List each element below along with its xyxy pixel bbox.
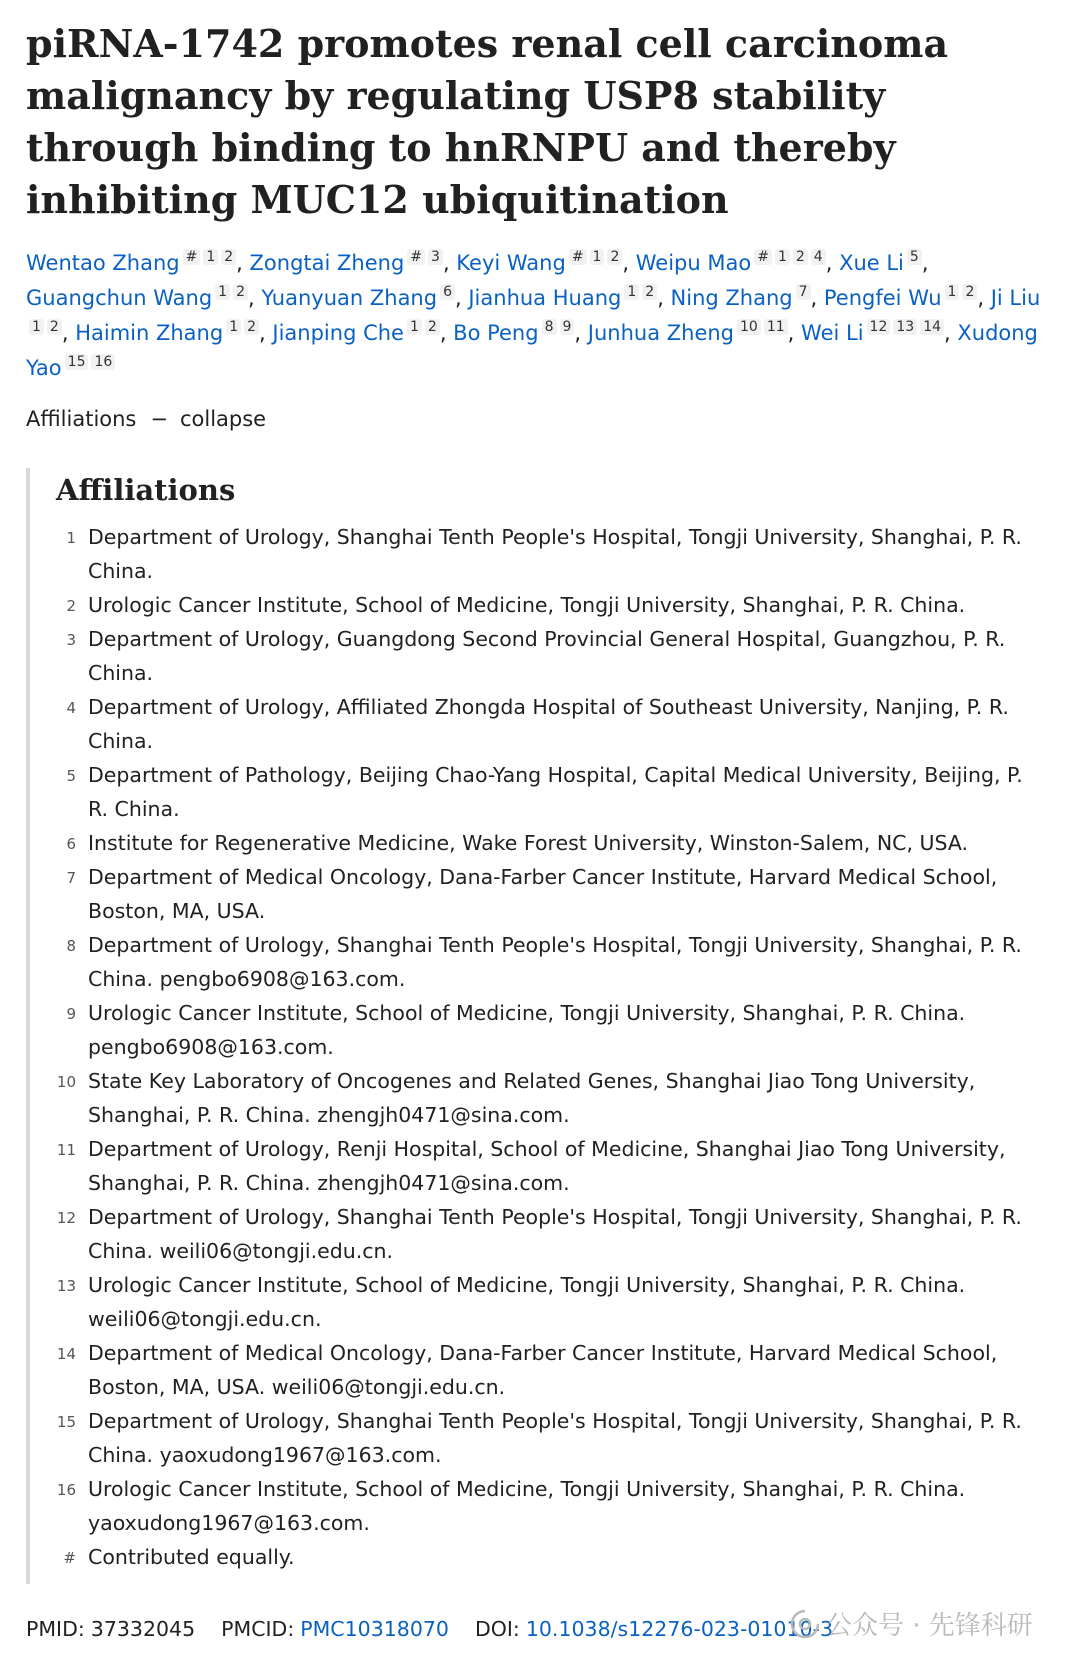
affiliation-text: Department of Urology, Shanghai Tenth People's Hospital, Tongji University, Shanghai, P. R. China. yaoxudong1967@163.com.: [88, 1409, 1022, 1467]
affiliation-item: [30, 860, 1040, 928]
affiliation-text: Department of Urology, Shanghai Tenth People's Hospital, Tongji University, Shanghai, P. R. China. weili06@tongji.edu.cn.: [88, 1205, 1022, 1263]
author-link[interactable]: Ning Zhang: [670, 286, 793, 310]
affiliation-number: 9: [66, 1005, 76, 1023]
affiliation-item: [30, 622, 1040, 690]
pmcid-label: PMCID:: [221, 1617, 295, 1641]
pmcid-link[interactable]: PMC10318070: [300, 1617, 449, 1641]
affiliation-ref-badge[interactable]: #: [183, 249, 201, 265]
affiliation-number: #: [63, 1549, 76, 1567]
affiliation-number: 15: [56, 1413, 76, 1431]
affiliation-ref-badge[interactable]: 1: [226, 319, 241, 335]
collapse-link[interactable]: collapse: [179, 407, 267, 431]
author-separator: ,: [236, 251, 250, 275]
affiliations-heading: Affiliations: [56, 473, 236, 507]
wechat-official-account-icon: [790, 1609, 820, 1639]
affiliation-number: 3: [66, 631, 76, 649]
affiliation-number: 7: [66, 869, 76, 887]
author-separator: ,: [657, 286, 671, 310]
affiliation-ref-badge[interactable]: 1: [624, 284, 639, 300]
affiliation-text: Institute for Regenerative Medicine, Wake Forest University, Winston-Salem, NC, USA.: [88, 831, 969, 855]
pmid-label: PMID:: [26, 1617, 85, 1641]
affiliation-ref-badge[interactable]: 2: [962, 284, 977, 300]
affiliation-ref-badge[interactable]: 2: [607, 249, 622, 265]
affiliation-ref-badge[interactable]: 7: [796, 284, 811, 300]
affiliation-ref-badge[interactable]: 9: [560, 319, 575, 335]
affiliation-ref-badge[interactable]: 1: [775, 249, 790, 265]
affiliation-item: [30, 1540, 1040, 1574]
affiliation-number: 11: [56, 1141, 76, 1159]
affiliation-number: 13: [56, 1277, 76, 1295]
author-separator: ,: [248, 286, 262, 310]
affiliation-ref-badge[interactable]: 8: [542, 319, 557, 335]
author-separator: ,: [622, 251, 636, 275]
author-link[interactable]: Keyi Wang: [456, 251, 566, 275]
affiliation-item: [30, 826, 1040, 860]
affiliations-panel: [26, 468, 1050, 1584]
affiliation-item: [30, 1472, 1040, 1540]
affiliation-ref-badge[interactable]: 12: [867, 319, 891, 335]
affiliation-item: [30, 1132, 1040, 1200]
author-separator: ,: [259, 321, 273, 345]
author-link[interactable]: Guangchun Wang: [26, 286, 213, 310]
author-separator: ,: [442, 251, 457, 275]
affiliation-number: 12: [56, 1209, 76, 1227]
affiliation-text: Department of Urology, Shanghai Tenth People's Hospital, Tongji University, Shanghai, P. R. China. pengbo6908@163.com.: [88, 933, 1022, 991]
affiliation-ref-badge[interactable]: 2: [47, 319, 62, 335]
affiliation-number: 6: [66, 835, 76, 853]
affiliation-item: [30, 928, 1040, 996]
affiliation-ref-badge[interactable]: 15: [65, 354, 89, 370]
affiliation-ref-badge[interactable]: 3: [428, 249, 443, 265]
author-link[interactable]: Xudong Yao: [26, 321, 1038, 380]
affiliation-text: Urologic Cancer Institute, School of Medicine, Tongji University, Shanghai, P. R. China.: [88, 593, 966, 617]
affiliation-ref-badge[interactable]: 1: [945, 284, 960, 300]
affiliation-ref-badge[interactable]: 2: [642, 284, 657, 300]
affiliation-ref-badge[interactable]: 1: [215, 284, 230, 300]
affiliation-text: Department of Urology, Shanghai Tenth People's Hospital, Tongji University, Shanghai, P. R. China.: [88, 525, 1022, 583]
author-link[interactable]: Bo Peng: [453, 321, 539, 345]
author-separator: ,: [61, 321, 76, 345]
affiliation-ref-badge[interactable]: 14: [920, 319, 944, 335]
affiliation-text: Department of Medical Oncology, Dana-Farber Cancer Institute, Harvard Medical School, Boston, MA, USA. weili06@tongji.edu.cn.: [88, 1341, 998, 1399]
author-separator: ,: [921, 251, 929, 275]
author-link[interactable]: Xue Li: [839, 251, 904, 275]
affiliation-ref-badge[interactable]: #: [569, 249, 587, 265]
author-link[interactable]: Yuanyuan Zhang: [261, 286, 438, 310]
affiliation-text: Urologic Cancer Institute, School of Medicine, Tongji University, Shanghai, P. R. China. pengbo6908@163.com.: [88, 1001, 966, 1059]
affiliation-text: Department of Urology, Renji Hospital, School of Medicine, Shanghai Jiao Tong University, Shanghai, P. R. China. zhengjh0471@sina.com.: [88, 1137, 1006, 1195]
affiliation-text: State Key Laboratory of Oncogenes and Related Genes, Shanghai Jiao Tong University, Shanghai, P. R. China. zhengjh0471@sina.com.: [88, 1069, 976, 1127]
affiliation-ref-badge[interactable]: 1: [203, 249, 218, 265]
affiliation-text: Department of Pathology, Beijing Chao-Yang Hospital, Capital Medical University, Beijing, P. R. China.: [88, 763, 1023, 821]
affiliation-ref-badge[interactable]: #: [407, 249, 425, 265]
article-title: piRNA-1742 promotes renal cell carcinoma malignancy by regulating USP8 stability through binding to hnRNPU and thereby inhibiting MUC12 ubiquitination: [26, 21, 949, 222]
author-link[interactable]: Pengfei Wu: [823, 286, 942, 310]
author-separator: ,: [787, 321, 802, 345]
author-link[interactable]: Junhua Zheng: [587, 321, 735, 345]
affiliation-ref-badge[interactable]: #: [754, 249, 772, 265]
affiliation-number: 10: [56, 1073, 76, 1091]
affiliation-number: 5: [66, 767, 76, 785]
affiliation-item: [30, 1064, 1040, 1132]
affiliation-item: [30, 588, 1040, 622]
affiliation-text: Urologic Cancer Institute, School of Medicine, Tongji University, Shanghai, P. R. China. yaoxudong1967@163.com.: [88, 1477, 966, 1535]
affiliation-ref-badge[interactable]: 5: [907, 249, 922, 265]
author-link[interactable]: Ji Liu: [990, 286, 1041, 310]
author-separator: ,: [455, 286, 469, 310]
affiliation-item: [30, 1268, 1040, 1336]
author-link[interactable]: Zongtai Zheng: [249, 251, 405, 275]
affiliation-text: Urologic Cancer Institute, School of Medicine, Tongji University, Shanghai, P. R. China. weili06@tongji.edu.cn.: [88, 1273, 966, 1331]
author-link[interactable]: Weipu Mao: [635, 251, 752, 275]
watermark-text: 公众号 · 先锋科研: [826, 1611, 1033, 1641]
affiliation-item: [30, 758, 1040, 826]
affiliation-text: Department of Urology, Guangdong Second Provincial General Hospital, Guangzhou, P. R. China.: [88, 627, 1006, 685]
affiliation-ref-badge[interactable]: 4: [811, 249, 826, 265]
pmid-value: 37332045: [90, 1617, 196, 1641]
affiliation-ref-badge[interactable]: 2: [221, 249, 236, 265]
article-identifiers: [26, 1614, 833, 1644]
author-separator: ,: [825, 251, 840, 275]
author-link[interactable]: Haimin Zhang: [75, 321, 224, 345]
affiliations-toggle[interactable]: [26, 405, 266, 433]
affiliation-number: 16: [56, 1481, 76, 1499]
affiliation-ref-badge[interactable]: 10: [737, 319, 761, 335]
affiliation-ref-badge[interactable]: 1: [590, 249, 605, 265]
affiliation-ref-badge[interactable]: 2: [793, 249, 808, 265]
author-separator: ,: [810, 286, 824, 310]
author-list: [26, 246, 1046, 386]
author-link[interactable]: Wei Li: [801, 321, 864, 345]
affiliation-number: 8: [66, 937, 76, 955]
affiliation-text: Department of Medical Oncology, Dana-Farber Cancer Institute, Harvard Medical School, Boston, MA, USA.: [88, 865, 998, 923]
doi-label: DOI:: [474, 1617, 520, 1641]
affiliation-number: 14: [56, 1345, 76, 1363]
affiliations-list: [30, 520, 1040, 1574]
affiliation-ref-badge[interactable]: 13: [893, 319, 917, 335]
affiliation-number: 4: [66, 699, 76, 717]
affiliation-ref-badge[interactable]: 1: [29, 319, 44, 335]
doi-link[interactable]: 10.1038/s12276-023-01010-3: [525, 1617, 833, 1641]
affiliation-item: [30, 1336, 1040, 1404]
affiliation-number: 1: [66, 529, 76, 547]
affiliation-item: [30, 1200, 1040, 1268]
author-separator: ,: [439, 321, 454, 345]
author-link[interactable]: Jianping Che: [272, 321, 404, 345]
affiliation-ref-badge[interactable]: 2: [425, 319, 440, 335]
affiliation-item: [30, 996, 1040, 1064]
affiliation-text: Contributed equally.: [88, 1545, 295, 1569]
affiliation-ref-badge[interactable]: 16: [91, 354, 115, 370]
author-separator: ,: [977, 286, 991, 310]
collapse-dash-icon: −: [150, 407, 168, 431]
affiliation-item: [30, 1404, 1040, 1472]
author-separator: ,: [944, 321, 958, 345]
affiliation-text: Department of Urology, Affiliated Zhongda Hospital of Southeast University, Nanjing, P. R. China.: [88, 695, 1009, 753]
affiliation-item: [30, 520, 1040, 588]
affiliation-ref-badge[interactable]: 2: [244, 319, 259, 335]
author-separator: ,: [574, 321, 588, 345]
affiliation-item: [30, 690, 1040, 758]
affiliation-number: 2: [66, 597, 76, 615]
affiliation-ref-badge[interactable]: 6: [440, 284, 455, 300]
affiliations-toggle-label: Affiliations: [26, 407, 137, 431]
watermark: [790, 1606, 1033, 1646]
author-link[interactable]: Jianhua Huang: [468, 286, 622, 310]
affiliation-ref-badge[interactable]: 2: [233, 284, 248, 300]
author-link[interactable]: Wentao Zhang: [26, 251, 180, 275]
affiliation-ref-badge[interactable]: 11: [764, 319, 788, 335]
affiliation-ref-badge[interactable]: 1: [407, 319, 422, 335]
